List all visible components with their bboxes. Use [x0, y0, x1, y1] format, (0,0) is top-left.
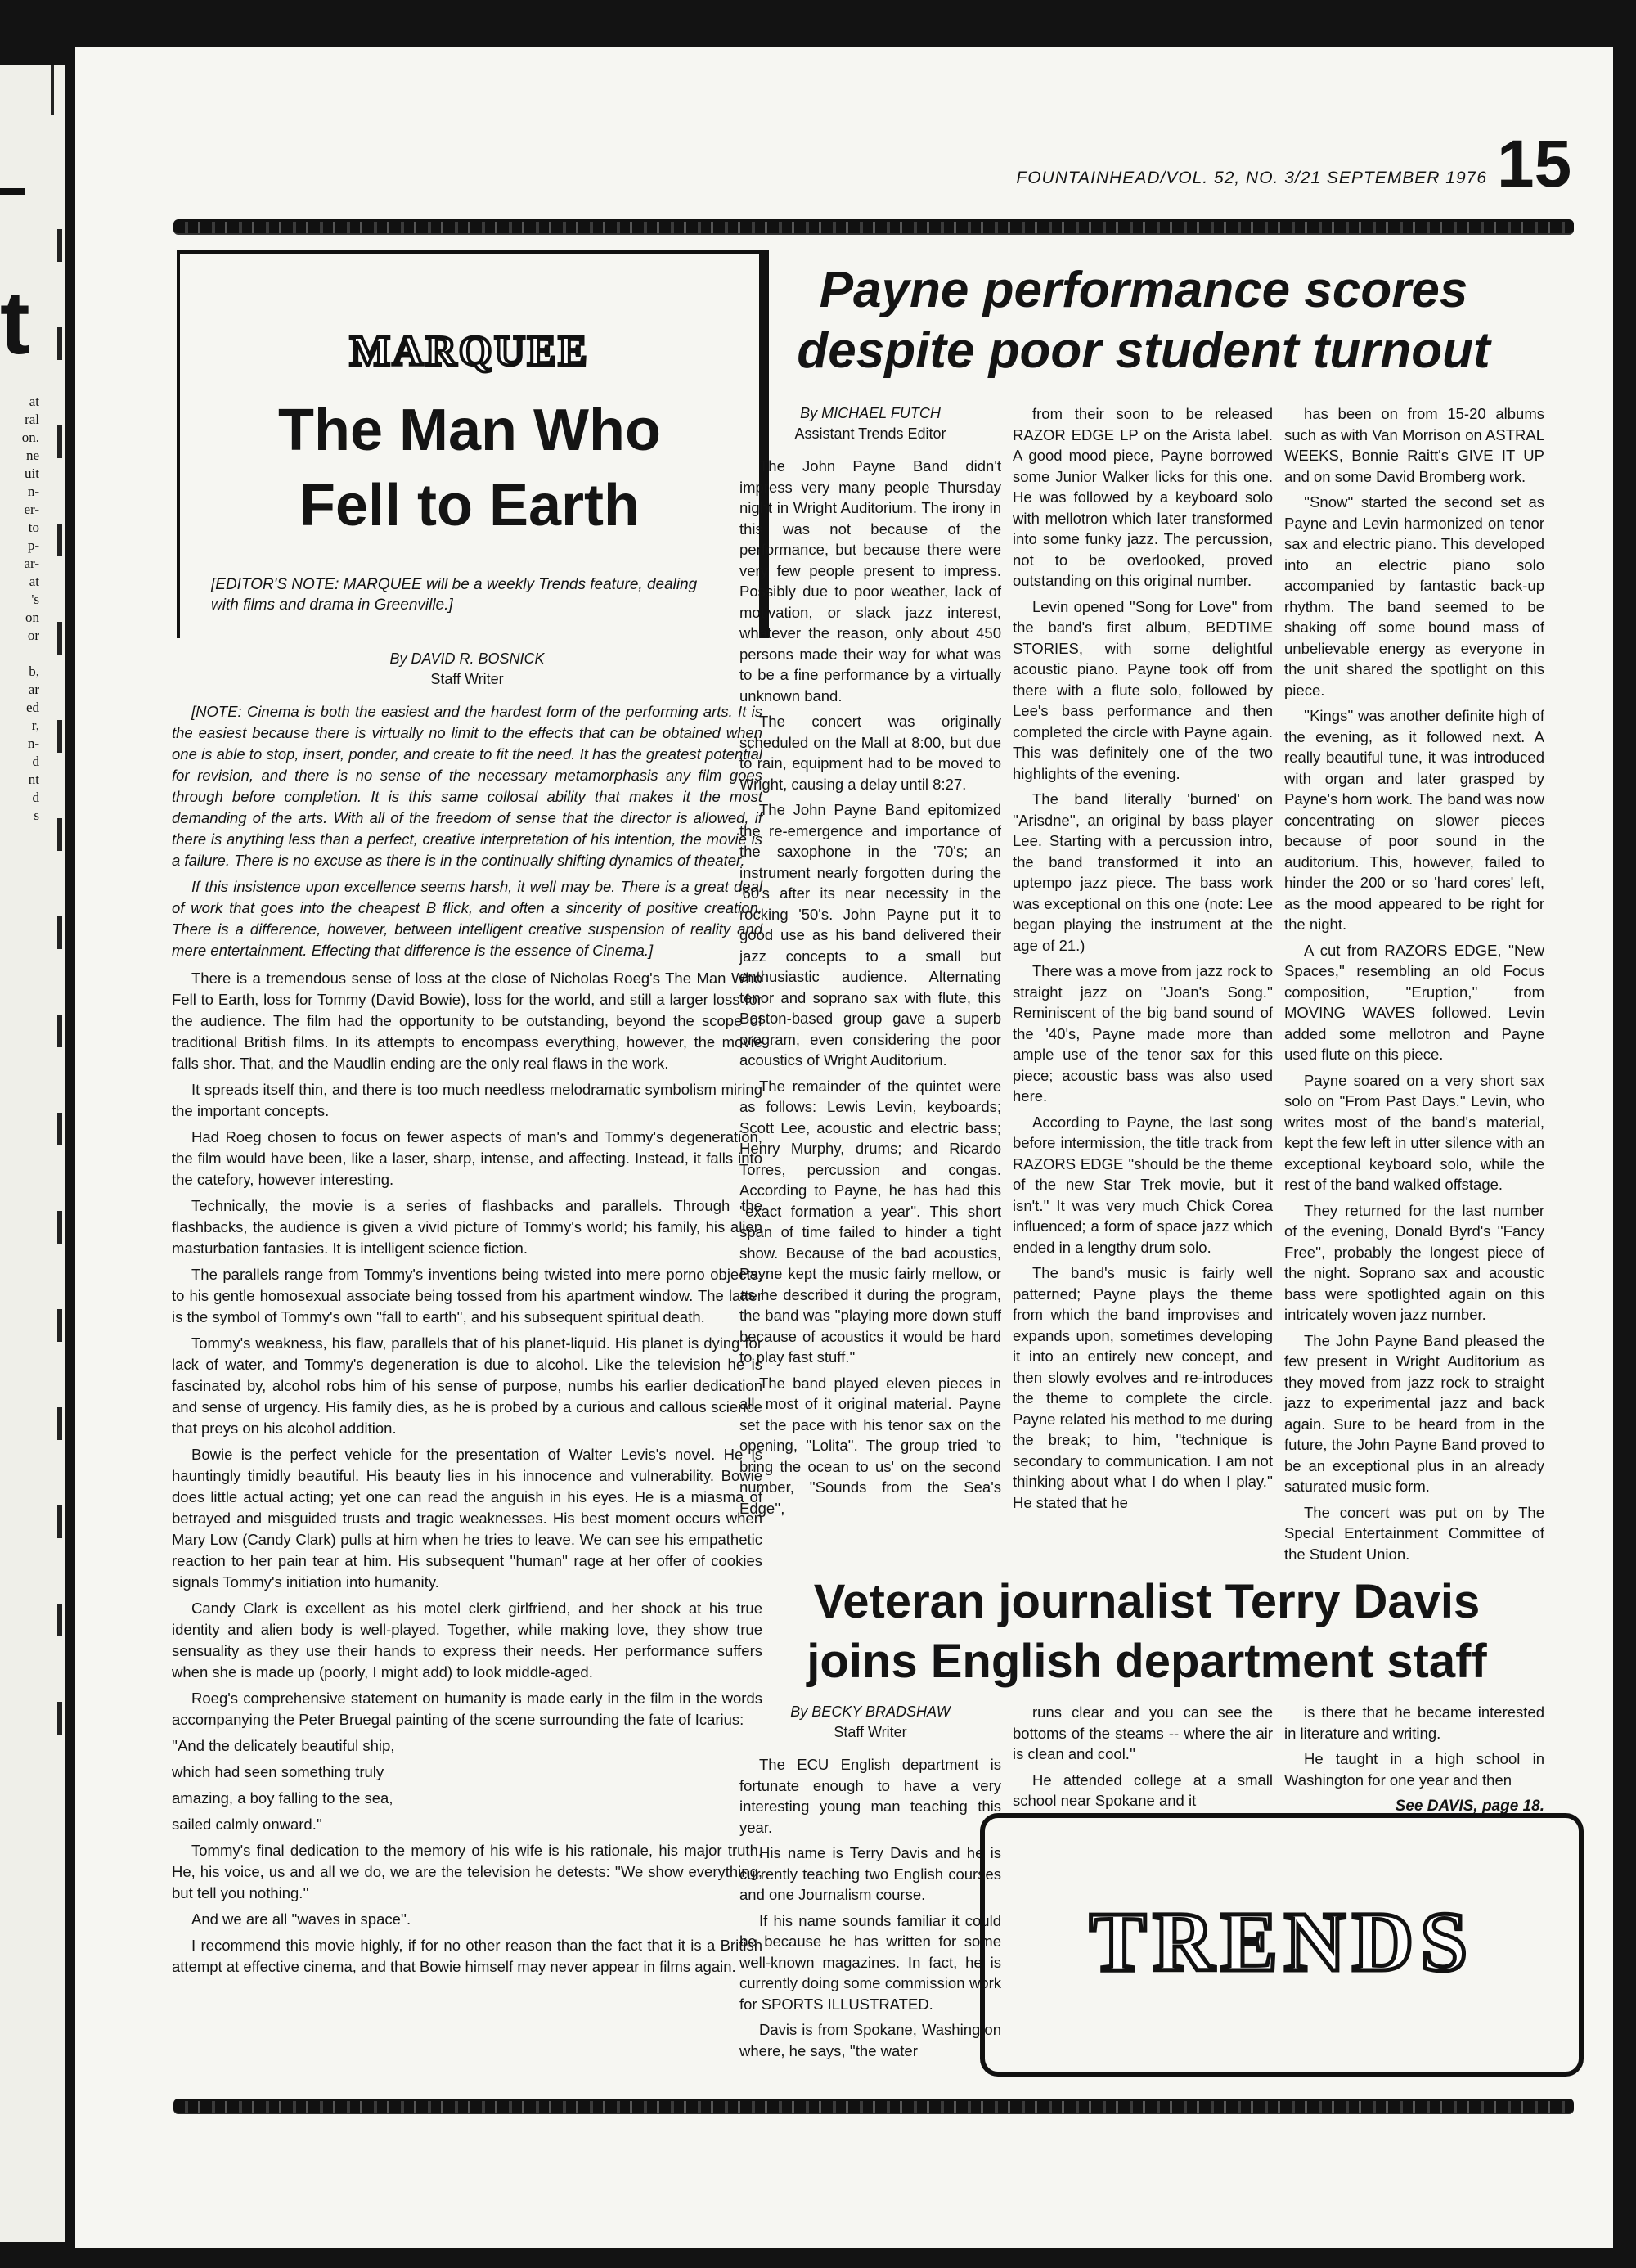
marquee-byline-role: Staff Writer	[430, 671, 504, 687]
sliver-fragment: ral	[25, 412, 39, 427]
marquee-byline-name: By DAVID R. BOSNICK	[389, 650, 545, 667]
payne-paragraph: has been on from 15-20 albums such as with Van Morrison on ASTRAL WEEKS, Bonnie Raitt's GIVE IT UP and on some David Bromberg work.	[1284, 405, 1544, 485]
payne-paragraph: They returned for the last number of the evening, Donald Byrd's ''Fancy Free'', probably the longest piece of the night. Soprano sax and acoustic bass were spotlighted again on this intricately woven jazz number.	[1284, 1201, 1544, 1323]
facing-page-sliver	[0, 65, 65, 2242]
newspaper-page	[75, 47, 1613, 2248]
davis-col-1	[739, 1702, 1001, 2066]
body-paragraph: Had Roeg chosen to focus on fewer aspects of man's and Tommy's degeneration, the film would have been, like a laser, sharp, intense, and affecting. Instead, it falls into the catefory, however interesting.	[172, 1128, 762, 1188]
davis-paragraph: is there that he became interested in literature and writing.	[1284, 1703, 1544, 1742]
note-paragraph: [NOTE: Cinema is both the easiest and the hardest form of the performing arts. It is the easiest because there is virtually no limit to the effects that can be obtained when one is able to stop, insert, ponder, and create to fit the need. It has the greatest potential for revision, and there is no sense of the necessary metamorphasis any film goes through before completion. It is this same collosal ability that makes it the most demanding of the arts. With all of the freedom of sense that the director is allowed, if there is anything less than a perfect, creative interpretation of his intention, the movie is a failure. There is no excuse as there is in the continually shifting dynamics of theater.	[172, 703, 762, 869]
body-paragraph: Bowie is the perfect vehicle for the presentation of Walter Levis's novel. He is hauntingly timidly beautiful. His beauty lies in his innocence and vulnerability. Bowie does little actual acting; yet one can read the anguish in his eyes. He is a miasma of betrayed and misguided trusts and tragic weaknesses. His best moment occurs when Mary Low (Candy Clark) pulls at him when he tries to leave. We can see his empathetic reaction to her pain tear at him. His subsequent ''human'' rage at her offer of cookies signals Tommy's initiation into humanity.	[172, 1446, 762, 1591]
davis-paragraph: The ECU English department is fortunate enough to have a very interesting young man teaching this year.	[739, 1756, 1001, 1836]
sliver-fragment: p-	[27, 538, 39, 553]
payne-paragraph: Payne soared on a very short sax solo on ''From Past Days.'' Levin, who writes most of the band's material, kept the few left in utter silence with an exceptional keyboard solo, while the rest of the band walked offstage.	[1284, 1071, 1544, 1193]
body-paragraph: Technically, the movie is a series of flashbacks and parallels. Through the flashbacks, the audience is given a vivid picture of Tommy's world; his family, his alien masturbation fantasies. It is intelligent science fiction.	[172, 1197, 762, 1257]
note-paragraph: If this insistence upon excellence seems harsh, it well may be. There is a great deal of work that goes into the cheapest B flick, and often a sincerity of positive creation. There is a difference, however, between intelligent creative suspension of reality and mere entertainment. Effecting that difference is the essence of Cinema.]	[172, 878, 762, 959]
payne-paragraph: Levin opened ''Song for Love'' from the band's first album, BEDTIME STORIES, with some delightful acoustic piano. Payne took off from there with a flute solo, followed by Lee's bass performance and then completed the circle with Payne again. This was definitely one of the two highlights of the evening.	[1013, 597, 1273, 782]
payne-paragraph: A cut from RAZORS EDGE, ''New Spaces,'' resembling an old Focus composition, ''Eruption,'' from MOVING WAVES followed. Levin added some mellotron and Payne used flute on this piece.	[1284, 941, 1544, 1063]
payne-col-3	[1284, 403, 1544, 1569]
payne-col-1	[739, 403, 1001, 1523]
sliver-fragment: d	[32, 790, 39, 805]
sliver-fragment: ed	[25, 700, 39, 715]
trends-logo: TRENDS	[1090, 1895, 1474, 1989]
sliver-fragment: ar-	[24, 556, 39, 571]
payne-col-2	[1013, 403, 1273, 1518]
marquee-body	[172, 968, 762, 1730]
poem-line: amazing, a boy falling to the sea,	[172, 1789, 393, 1807]
davis-paragraph: He attended college at a small school near Spokane and it	[1013, 1771, 1273, 1809]
payne-paragraph: ''Kings'' was another definite high of the evening, as it followed next. A really beautiful tune, it was introduced with organ and later grasped by Payne's horn work. The band was now concentrating on slower pieces because of poor sound in the auditorium. This, however, failed to hinder the 200 or so 'hard cores' left, as the mood appeared to be right for the night.	[1284, 707, 1544, 933]
trends-box	[980, 1813, 1584, 2077]
davis-paragraph: His name is Terry Davis and he is currently teaching two English courses and one Journalism course.	[739, 1844, 1001, 1903]
sliver-fragment: r,	[31, 718, 39, 733]
davis-paragraph: If his name sounds familiar it could be because he has written for some well-known magazines. In fact, he is currently doing some commission work for SPORTS ILLUSTRATED.	[739, 1911, 1001, 2013]
sliver-fragment: ar	[28, 682, 39, 697]
sliver-fragment	[2, 645, 43, 663]
payne-paragraph: The band literally 'burned' on ''Arisdne'', an original by bass player Lee. Starting with a percussion intro, the band transformed it into an uptempo jazz piece. The bass work was exceptional on this one (note: Lee began playing the instrument at the age of 21.)	[1013, 790, 1273, 954]
sliver-fragment: d	[32, 754, 39, 769]
top-rule	[173, 219, 1574, 235]
body-paragraph: Candy Clark is excellent as his motel clerk girlfriend, and her shock at his true identity and alien body is well-played. Together, while making love, they show true sensuality as they use their hands to express their needs. Her performance suffers when she is made up (poorly, I might add) to look middle-aged.	[172, 1600, 762, 1681]
payne-paragraph: The John Payne Band epitomized the re-emergence and importance of the saxophone in the '70's; an instrument nearly forgotten during the '60's after its near necessity in the rocking '50's. John Payne put it to good use as his band delivered their jazz concepts to a small but enthusiastic audience. Alternating tenor and soprano sax with flute, this Boston-based group gave a superb program, even considering the poor acoustics of Wright Auditorium.	[739, 801, 1001, 1069]
sliver-big-char: t	[0, 272, 30, 373]
sliver-fragment: or	[27, 628, 39, 643]
payne-headline-2: despite poor student turnout	[797, 322, 1490, 379]
payne-paragraph: ''Snow'' started the second set as Payne and Levin harmonized on tenor sax and electric piano. This developed into an electric piano solo accompanied by fantastic back-up rhythm. The band seemed to be shaking off some bound mass of unbelievable energy as everyone in the unit shared the spotlight on this piece.	[1284, 493, 1544, 699]
payne-byline-name: By MICHAEL FUTCH	[800, 405, 941, 421]
davis-col-2	[1013, 1702, 1273, 1816]
sliver-fragment: to	[28, 520, 39, 535]
marquee-article	[172, 649, 762, 1982]
sliver-fragments	[2, 393, 43, 825]
sliver-fragment: n-	[27, 484, 39, 499]
closing-paragraph: I recommend this movie highly, if for no other reason than the fact that it is a British attempt at effective cinema, and that Bowie himself may never appear in films again.	[172, 1937, 762, 1975]
payne-headline-1: Payne performance scores	[819, 262, 1468, 318]
sliver-fragment: at	[29, 574, 39, 589]
sliver-fragment: er-	[24, 502, 39, 517]
marquee-title-1: The Man Who	[278, 398, 661, 463]
sliver-rule	[0, 188, 25, 195]
folio-line: FOUNTAINHEAD/VOL. 52, NO. 3/21 SEPTEMBER 1976	[1016, 169, 1487, 187]
sliver-fragment: 's	[31, 592, 39, 607]
body-paragraph: The parallels range from Tommy's inventions being twisted into mere porno objects, to his gentle homosexual associate being tossed from his apartment window. The latter is the symbol of Tommy's own ''fall to earth'', and his subsequent spiritual death.	[172, 1266, 762, 1325]
page-number: 15	[1497, 127, 1572, 201]
poem-line: ''And the delicately beautiful ship,	[172, 1737, 395, 1754]
payne-paragraph: The concert was put on by The Special Entertainment Committee of the Student Union.	[1284, 1503, 1544, 1563]
body-paragraph: Tommy's weakness, his flaw, parallels that of his planet-liquid. His planet is dying for lack of water, and Tommy's degeneration is due to alcohol. Like the television he is fascinated by, alcohol robs him of his sense of purpose, numbs his earlier dedication and sense of urgency. His family dies, as he is probed by a curious and callous science that preys on his alcohol addition.	[172, 1334, 762, 1437]
payne-byline-role: Assistant Trends Editor	[794, 425, 946, 442]
davis-paragraph: runs clear and you can see the bottoms of the steams -- where the air is clean and cool.''	[1013, 1703, 1273, 1762]
davis-headline-1: Veteran journalist Terry Davis	[813, 1575, 1481, 1628]
closing-paragraph: And we are all ''waves in space''.	[191, 1910, 411, 1928]
payne-paragraph: The band's music is fairly well patterned; Payne plays the theme from which the band improvises and expands upon, sometimes developing it into an entirely new concept, and then slowly evolves and re-introduces the theme to complete the circle. Payne related his method to me during the break; to him, ''technique is secondary to communication. I am not thinking about what I do when I play.'' He stated that he	[1013, 1264, 1273, 1511]
marquee-title-2: Fell to Earth	[299, 473, 640, 538]
body-paragraph: It spreads itself thin, and there is too much needless melodramatic symbolism miring the important concepts.	[172, 1081, 762, 1119]
payne-paragraph: There was a move from jazz rock to straight jazz on ''Joan's Song.'' Reminiscent of the big band sound of the '40's, Payne made more than ample use of the tenor sax for this piece; acoustic bass was also used here.	[1013, 962, 1273, 1105]
payne-paragraph: The John Payne Band pleased the few present in Wright Auditorium as they moved from jazz rock to straight jazz to experimental jazz and back again. Sure to be heard from in the future, the John Payne Band proved to be an exceptional plus in an already saturated music form.	[1284, 1331, 1544, 1495]
sliver-fragment: on	[25, 610, 39, 625]
payne-paragraph: from their soon to be released RAZOR EDGE LP on the Arista label. A good mood piece, Payne borrowed some Junior Walker licks for this one. He was followed by a keyboard solo with mellotron which later transformed into some funky jazz. The percussion, not to be overlooked, proved outstanding on this original number.	[1013, 405, 1273, 589]
poem-line: which had seen something truly	[172, 1763, 384, 1780]
sliver-fragment: ne	[25, 448, 39, 463]
sliver-fragment: uit	[25, 466, 39, 481]
body-paragraph: Roeg's comprehensive statement on humanity is made early in the film in the words accompanying the Peter Bruegal painting of the scene surrounding the fate of Icarius:	[172, 1690, 762, 1728]
davis-paragraph: Davis is from Spokane, Washington where, he says, ''the water	[739, 2021, 1001, 2059]
payne-paragraph: The John Payne Band didn't impress very many people Thursday night in Wright Auditorium. The irony in this was not because of the performance, but because there were very few people present to impress. Possibly due to poor weather, lack of motivation, or slack jazz interest, whatever the reason, only about 450 persons made their way for what was to be a fine performance by a virtually unknown band.	[739, 457, 1001, 704]
sliver-fragment: nt	[28, 772, 39, 787]
payne-paragraph: The band played eleven pieces in all, most of it original material. Payne set the pace with his tenor sax on the opening, ''Lolita''. The group tried 'to bring the ocean to us' on the second number, ''Sounds from the Sea's Edge'',	[739, 1374, 1001, 1517]
marquee-note	[172, 701, 762, 961]
davis-byline-name: By BECKY BRADSHAW	[790, 1703, 951, 1720]
sliver-fragment: b,	[29, 664, 39, 679]
davis-byline-role: Staff Writer	[834, 1724, 907, 1740]
davis-col-3	[1284, 1702, 1544, 1817]
davis-jump-line: See DAVIS, page 18.	[1395, 1798, 1544, 1815]
sliver-fragment: s	[34, 808, 39, 823]
sliver-fragment: on.	[21, 430, 39, 445]
davis-paragraph: He taught in a high school in Washington for one year and then	[1284, 1750, 1544, 1789]
payne-paragraph: According to Payne, the last song before intermission, the title track from RAZORS EDGE ''should be the theme of the new Star Trek movie, but it isn't.'' It was very much Chick Corea influenced; a form of space jazz which ended in a lengthy drum solo.	[1013, 1113, 1273, 1256]
bottom-rule	[173, 2099, 1574, 2114]
marquee-poem	[172, 1735, 762, 1835]
davis-headline-2: joins English department staff	[807, 1635, 1487, 1688]
payne-paragraph: The concert was originally scheduled on the Mall at 8:00, but due to rain, equipment had to be moved to Wright, causing a delay until 8:27.	[739, 713, 1001, 793]
marquee-box	[177, 250, 769, 638]
marquee-closing	[172, 1840, 762, 1978]
editor-note: [EDITOR'S NOTE: MARQUEE will be a weekly Trends feature, dealing with films and drama in Greenville.]	[211, 576, 698, 614]
closing-paragraph: Tommy's final dedication to the memory of his wife is his rationale, his major truth. He, his voice, us and all we do, we are the television he detests: ''We show everything, but tell you nothing.''	[172, 1842, 762, 1901]
poem-line: sailed calmly onward.''	[172, 1816, 322, 1833]
body-paragraph: There is a tremendous sense of loss at the close of Nicholas Roeg's The Man Who Fell to Earth, loss for Tommy (David Bowie), loss for the world, and still a larger loss for the audience. The film had the opportunity to be outstanding, beyond the scope of traditional British films. In its attempts to encompass everything, however, the movie falls shor. That, and the Maudlin ending are the only real flaws in the work.	[172, 970, 762, 1072]
sliver-fragment: at	[29, 394, 39, 409]
payne-paragraph: The remainder of the quintet were as follows: Lewis Levin, keyboards; Scott Lee, acoustic and electric bass; Henry Murphy, drums; and Ricardo Torres, percussion and congas. According to Payne, he has had this ''exact formation a year''. This short span of time failed to hinder a tight show. Because of the bad acoustics, Payne kept the music fairly mellow, or as he described it during the program, the band was ''playing more down stuff because of acoustics it would be hard to play fast stuff.''	[739, 1077, 1001, 1366]
sliver-fragment: n-	[27, 736, 39, 751]
marquee-logo: MARQUEE	[349, 328, 590, 375]
